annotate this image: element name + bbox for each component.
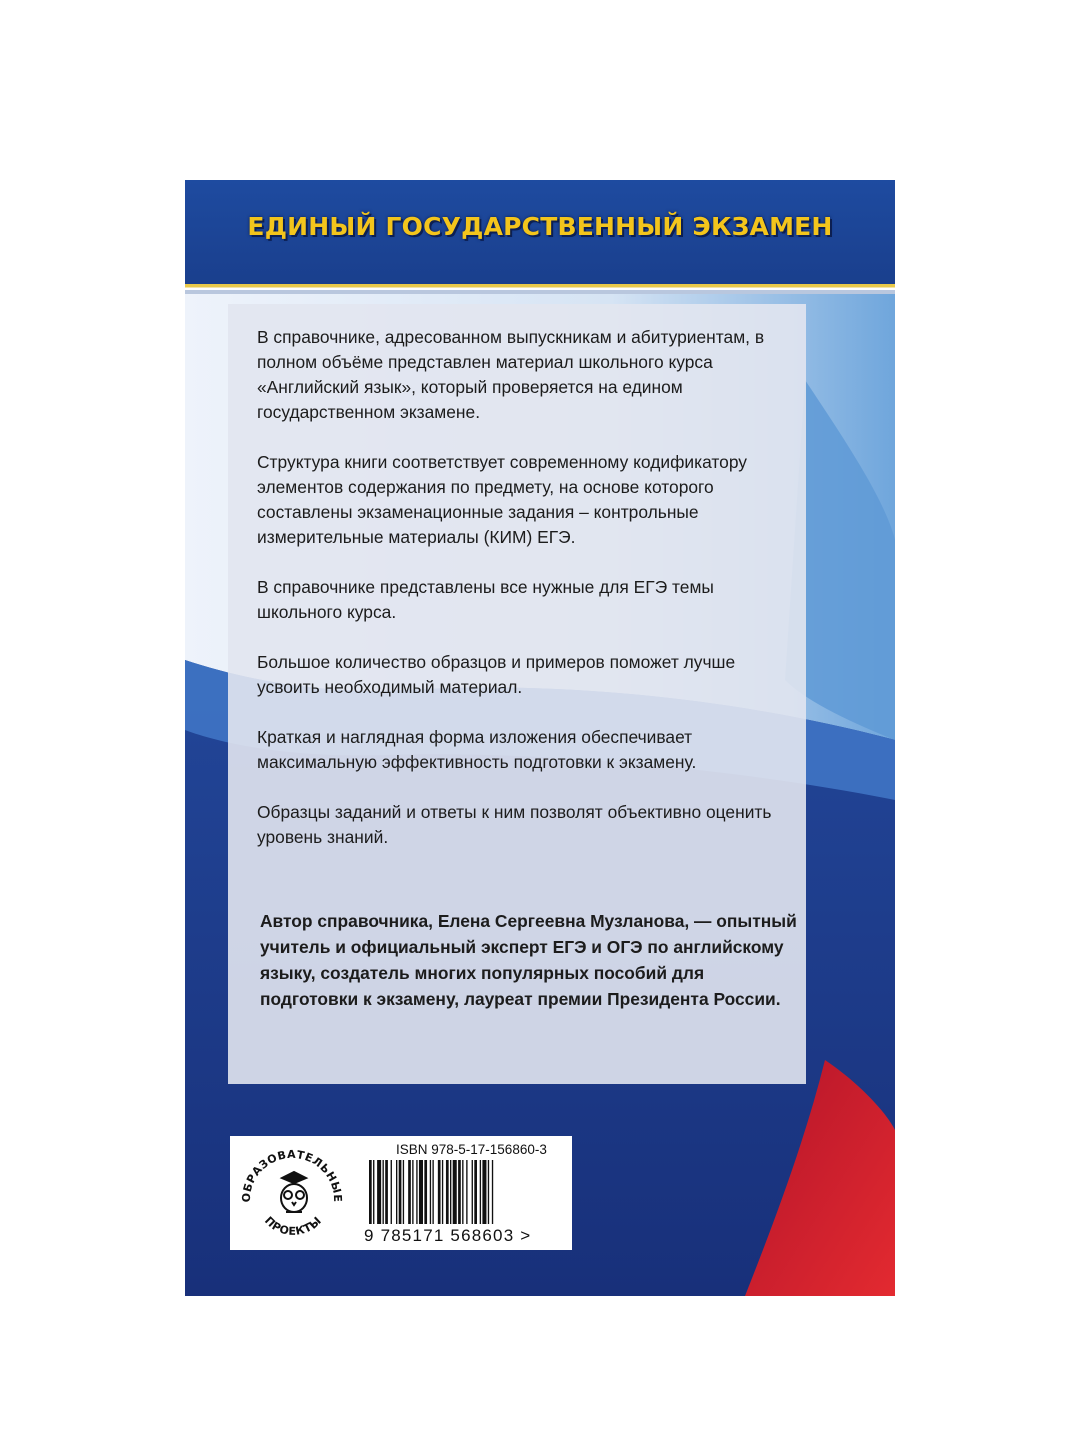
barcode-bar [430, 1160, 431, 1224]
description-paragraph: Большое количество образцов и примеров поможет лучше усвоить необходимый материал. [257, 652, 736, 697]
author-info: Автор справочника, Елена Сергеевна Музланова, — опытный учитель и официальный эксперт ЕГЭ и ОГЭ по английскому языку, создатель многих популярных пособий для подготовки к экзамену, лауреат премии Президента России. [260, 911, 797, 1009]
barcode-bar [472, 1160, 473, 1224]
barcode-bar [453, 1160, 457, 1224]
barcode-bar [419, 1160, 423, 1224]
description-paragraph: Краткая и наглядная форма изложения обеспечивает максимальную эффективность подготовки к экзамену. [257, 727, 697, 772]
publisher-logo [234, 1138, 350, 1248]
barcode-bars [365, 1160, 565, 1226]
barcode-bar [492, 1160, 493, 1224]
barcode-bar [474, 1160, 477, 1224]
barcode-bar [391, 1160, 392, 1224]
barcode-bar [432, 1160, 433, 1224]
header-stripe [185, 284, 895, 294]
logo-bottom-text: ПРОЕКТЫ [261, 1214, 325, 1238]
barcode-bar [412, 1160, 413, 1224]
logo-top-text: ОБРАЗОВАТЕЛЬНЫЕ [239, 1147, 345, 1203]
header-title: ЕДИНЫЙ ГОСУДАРСТВЕННЫЙ ЭКЗАМЕН [247, 212, 833, 241]
barcode-bar [466, 1160, 467, 1224]
description-paragraph: В справочнике, адресованном выпускникам и абитуриентам, в полном объёме представлен материал школьного курса «Английский язык», который проверяется на едином государственном экзамене. [257, 327, 765, 422]
svg-text:ПРОЕКТЫ [262, 1214, 324, 1238]
description-text [257, 325, 787, 875]
barcode-bar [373, 1160, 374, 1224]
barcode-bar [403, 1160, 404, 1224]
barcode-bar [442, 1160, 443, 1224]
barcode-bar [480, 1160, 481, 1224]
barcode-bar [416, 1160, 417, 1224]
barcode-bar [408, 1160, 411, 1224]
barcode-bar [369, 1160, 372, 1224]
barcode-bar [482, 1160, 486, 1224]
exam-header-band [185, 180, 895, 284]
barcode-bar [424, 1160, 427, 1224]
description-paragraph: Образцы заданий и ответы к ним позволят объективно оценить уровень знаний. [257, 802, 772, 847]
isbn-label: ISBN 978-5-17-156860-3 [396, 1142, 547, 1157]
barcode-bar [462, 1160, 463, 1224]
barcode-bar [488, 1160, 489, 1224]
book-back-cover [185, 180, 895, 1296]
barcode-bar [438, 1160, 441, 1224]
barcode-bar [385, 1160, 388, 1224]
barcode-bar [458, 1160, 461, 1224]
barcode-bar [450, 1160, 451, 1224]
barcode-bar [396, 1160, 397, 1224]
barcode-digits: 9 785171 568603 > [364, 1226, 532, 1245]
description-paragraph: В справочнике представлены все нужные для ЕГЭ темы школьного курса. [257, 577, 714, 622]
barcode-bar [399, 1160, 402, 1224]
description-paragraph: Структура книги соответствует современному кодификатору элементов содержания по предмету, на основе которого составлены экзаменационные задания – контрольные измерительные материалы (КИМ) ЕГЭ. [257, 452, 747, 547]
barcode-area [230, 1136, 572, 1250]
owl-icon [281, 1172, 307, 1212]
barcode-bar [377, 1160, 381, 1224]
barcode-bar [383, 1160, 384, 1224]
barcode-bar [446, 1160, 449, 1224]
